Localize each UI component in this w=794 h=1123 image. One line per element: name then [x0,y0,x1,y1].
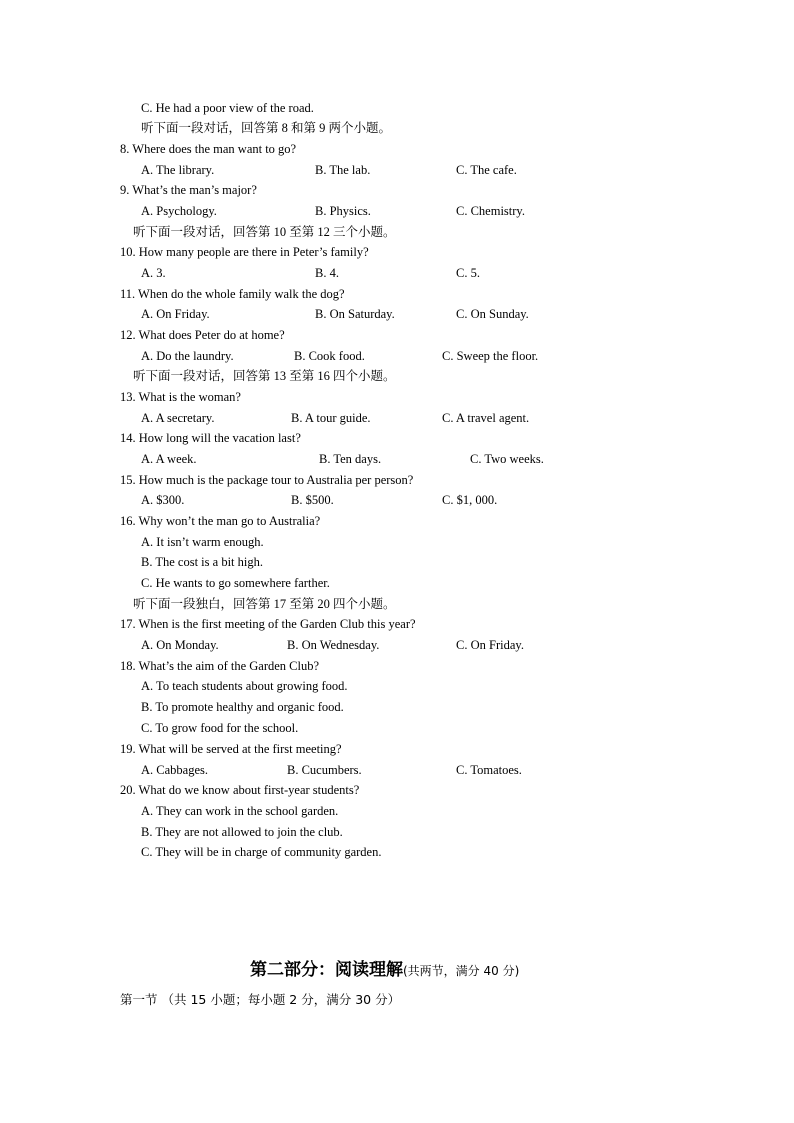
q10-stem: 10. How many people are there in Peter’s family? [120,245,369,259]
q13-stem: 13. What is the woman? [120,390,241,404]
q18-option-a: A. To teach students about growing food. [141,679,348,693]
q8-option-a: A. The library. [141,163,215,177]
q10-option-a: A. 3. [141,266,166,280]
q16-stem: 16. Why won’t the man go to Australia? [120,514,321,528]
q11-option-c: C. On Sunday. [456,307,529,321]
q19-option-c: C. Tomatoes. [456,763,522,777]
q11-option-b: B. On Saturday. [315,307,395,321]
q9-stem: 9. What’s the man’s major? [120,183,257,197]
instruction-17-20: 听下面一段独白，回答第 17 至第 20 四个小题。 [133,597,396,611]
q19-option-a: A. Cabbages. [141,763,208,777]
q9-option-a: A. Psychology. [141,204,217,218]
q11-option-a: A. On Friday. [141,307,210,321]
part-two-subtitle: (共两节，满分 40 分) [403,964,520,978]
q13-option-b: B. A tour guide. [291,411,371,425]
q13-option-a: A. A secretary. [141,411,215,425]
part-two-heading [250,955,519,980]
q16-option-a: A. It isn’t warm enough. [141,535,264,549]
q18-stem: 18. What’s the aim of the Garden Club? [120,659,320,673]
q17-option-b: B. On Wednesday. [287,638,380,652]
instruction-8-9: 听下面一段对话，回答第 8 和第 9 两个小题。 [141,121,392,135]
q7-option-c: C. He had a poor view of the road. [141,101,314,115]
q20-option-c: C. They will be in charge of community garden. [141,845,382,859]
q12-stem: 12. What does Peter do at home? [120,328,285,342]
q14-option-a: A. A week. [141,452,197,466]
q20-stem: 20. What do we know about first-year students? [120,783,360,797]
q11-stem: 11. When do the whole family walk the dog? [120,287,345,301]
q17-option-a: A. On Monday. [141,638,219,652]
q16-option-b: B. The cost is a bit high. [141,555,263,569]
q12-option-c: C. Sweep the floor. [442,349,539,363]
q12-option-b: B. Cook food. [294,349,365,363]
q9-option-b: B. Physics. [315,204,371,218]
q17-stem: 17. When is the first meeting of the Garden Club this year? [120,617,416,631]
instruction-10-12: 听下面一段对话，回答第 10 至第 12 三个小题。 [133,225,396,239]
q8-option-c: C. The cafe. [456,163,517,177]
section-one-heading: 第一节 （共 15 小题；每小题 2 分，满分 30 分） [120,992,401,1007]
q15-option-c: C. $1, 000. [442,493,498,507]
part-two-title: 第二部分：阅读理解 [250,960,403,980]
q18-option-c: C. To grow food for the school. [141,721,299,735]
q10-option-c: C. 5. [456,266,480,280]
q14-option-c: C. Two weeks. [470,452,544,466]
instruction-13-16: 听下面一段对话，回答第 13 至第 16 四个小题。 [133,369,396,383]
q15-option-a: A. $300. [141,493,185,507]
q12-option-a: A. Do the laundry. [141,349,234,363]
q20-option-a: A. They can work in the school garden. [141,804,339,818]
q19-stem: 19. What will be served at the first meeting? [120,742,342,756]
q14-option-b: B. Ten days. [319,452,382,466]
q15-option-b: B. $500. [291,493,334,507]
q16-option-c: C. He wants to go somewhere farther. [141,576,330,590]
q18-option-b: B. To promote healthy and organic food. [141,700,344,714]
q10-option-b: B. 4. [315,266,339,280]
q15-stem: 15. How much is the package tour to Australia per person? [120,473,414,487]
q13-option-c: C. A travel agent. [442,411,530,425]
q9-option-c: C. Chemistry. [456,204,525,218]
q14-stem: 14. How long will the vacation last? [120,431,301,445]
q20-option-b: B. They are not allowed to join the club. [141,825,343,839]
q8-stem: 8. Where does the man want to go? [120,142,297,156]
q17-option-c: C. On Friday. [456,638,524,652]
q19-option-b: B. Cucumbers. [287,763,362,777]
q8-option-b: B. The lab. [315,163,371,177]
